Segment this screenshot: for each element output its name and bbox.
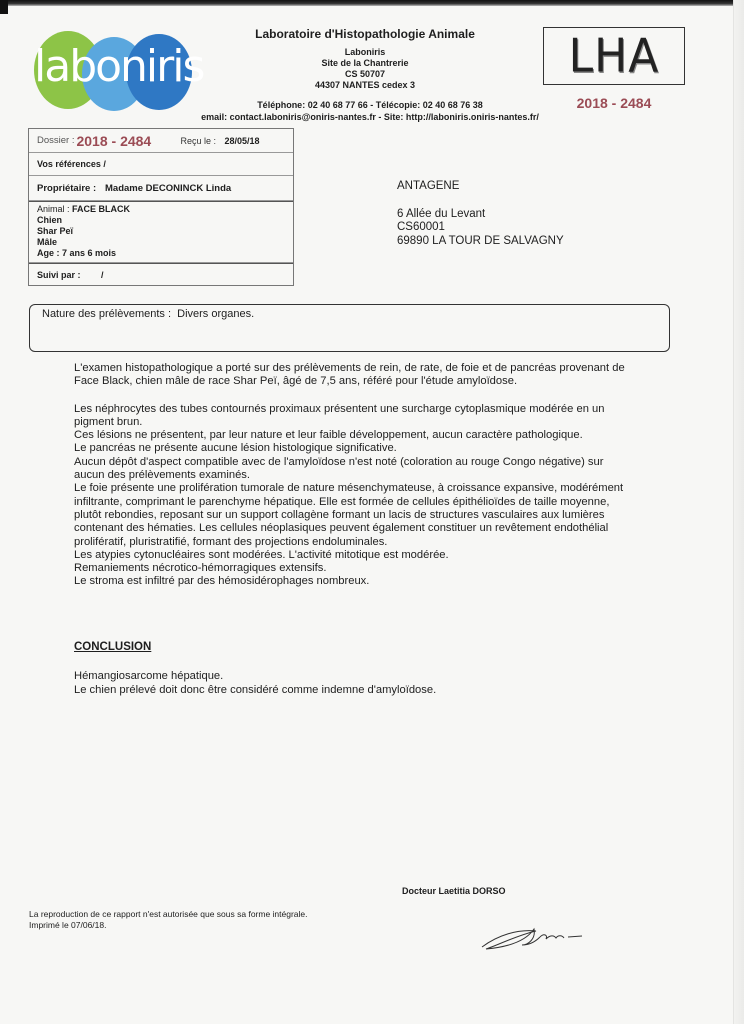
animal-line xyxy=(37,204,285,215)
finding: Le foie présente une prolifération tumorale de nature mésenchymateuse, à croissance expansive, modérément infiltrante, comprimant le parenchyme hépatique. Elle est formée de cellules épithélioïdes de taille moyenne, plutôt rebondies, reposant sur un support collagène formant un lacis de structures vasculaires aux lumières contenant des hématies. Les cellules néoplasiques peuvent également constituer un revêtement endothélial prolifératif, pluristratifié, formant des projections endoluminales. xyxy=(74,482,624,548)
recipient-line: CS60001 xyxy=(397,221,445,233)
doctor-name: Docteur Laetitia DORSO xyxy=(402,886,506,896)
finding: Le pancréas ne présente aucune lésion histologique significative. xyxy=(74,442,397,455)
contact-info xyxy=(150,99,590,123)
sample-nature-box xyxy=(29,304,670,352)
recipient-line: 69890 LA TOUR DE SALVAGNY xyxy=(397,234,564,247)
lha-logo xyxy=(543,27,685,85)
address-line: 44307 NANTES cedex 3 xyxy=(314,80,416,90)
dossier-number: 2018 - 2484 xyxy=(76,132,152,149)
references: Vos références / xyxy=(37,159,106,169)
scan-corner xyxy=(0,0,8,14)
animal-breed: Shar Peï xyxy=(37,226,74,236)
address-line: CS 50707 xyxy=(344,69,386,79)
conclusion-heading: CONCLUSION xyxy=(74,641,152,653)
animal-label: Animal : xyxy=(37,204,70,214)
finding: Ces lésions ne présentent, par leur nature et leur faible développement, aucun caractère pathologique. xyxy=(74,429,583,442)
owner-row xyxy=(29,176,293,201)
intro-paragraph: L'examen histopathologique a porté sur des prélèvements de rein, de rate, de foie et de pancréas provenant de Face Black, chien mâle de race Shar Peï, âgé de 7,5 ans, référé pour l'étude amyloïdose. xyxy=(74,362,625,388)
owner-label: Propriétaire : xyxy=(37,182,97,194)
recipient-line: 6 Allée du Levant xyxy=(397,207,486,220)
lha-logo-text: LHA xyxy=(568,29,660,83)
lab-header xyxy=(200,27,530,91)
received-date: 28/05/18 xyxy=(224,135,260,146)
report-body xyxy=(74,362,634,589)
followed-by-value: / xyxy=(101,269,104,280)
followed-by-row xyxy=(29,263,293,285)
footer-note xyxy=(29,909,308,931)
conclusion-line: Le chien prélevé doit donc être considéré comme indemne d'amyloïdose. xyxy=(74,683,437,696)
finding: Aucun dépôt d'aspect compatible avec de l'amyloïdose n'est noté (coloration au rouge Congo négative) sur aucun des prélèvements examinés. xyxy=(74,455,604,482)
conclusion-text xyxy=(74,670,436,697)
reproduction-note: La reproduction de ce rapport n'est autorisée que sous sa forme intégrale. xyxy=(29,909,308,919)
received-label: Reçu le : xyxy=(180,135,217,146)
sample-nature-value: Divers organes. xyxy=(177,308,255,320)
scan-edge-top xyxy=(0,0,744,6)
print-date: Imprimé le 07/06/18. xyxy=(29,920,107,930)
dossier-row xyxy=(29,129,293,153)
case-info-box xyxy=(28,128,294,286)
owner-value: Madame DECONINCK Linda xyxy=(105,182,232,194)
address-line: Laboniris xyxy=(344,47,386,57)
scan-edge-right xyxy=(733,0,744,1024)
animal-name: FACE BLACK xyxy=(72,204,131,214)
finding: Le stroma est infiltré par des hémosidérophages nombreux. xyxy=(74,575,370,588)
address-line: Site de la Chantrerie xyxy=(321,58,409,68)
logo-text: laboniris xyxy=(34,41,204,92)
animal-row xyxy=(29,201,293,263)
conclusion-line: Hémangiosarcome hépatique. xyxy=(74,670,224,682)
animal-species: Chien xyxy=(37,215,63,225)
lab-title: Laboratoire d'Histopathologie Animale xyxy=(255,27,475,41)
references-row xyxy=(29,153,293,176)
email-line: email: contact.laboniris@oniris-nantes.fr - Site: http://laboniris.oniris-nantes.fr/ xyxy=(201,112,539,122)
phone-line: Téléphone: 02 40 68 77 66 - Télécopie: 02 40 68 76 38 xyxy=(257,100,483,110)
signature-icon xyxy=(478,915,588,955)
finding: Les néphrocytes des tubes contournés proximaux présentent une surcharge cytoplasmique modérée en un pigment brun. xyxy=(74,402,605,428)
recipient-address xyxy=(397,180,564,248)
case-number: 2018 - 2484 xyxy=(576,95,652,111)
finding: Les atypies cytonucléaires sont modérées. L'activité mitotique est modérée. xyxy=(74,548,449,561)
animal-sex: Mâle xyxy=(37,237,58,247)
followed-by-label: Suivi par : xyxy=(37,269,81,280)
recipient-name: ANTAGENE xyxy=(397,180,460,192)
finding: Remaniements nécrotico-hémorragiques extensifs. xyxy=(74,562,327,575)
dossier-label: Dossier : xyxy=(37,135,75,146)
animal-age: Age : 7 ans 6 mois xyxy=(37,248,117,258)
sample-nature-label: Nature des prélèvements : xyxy=(42,308,172,320)
